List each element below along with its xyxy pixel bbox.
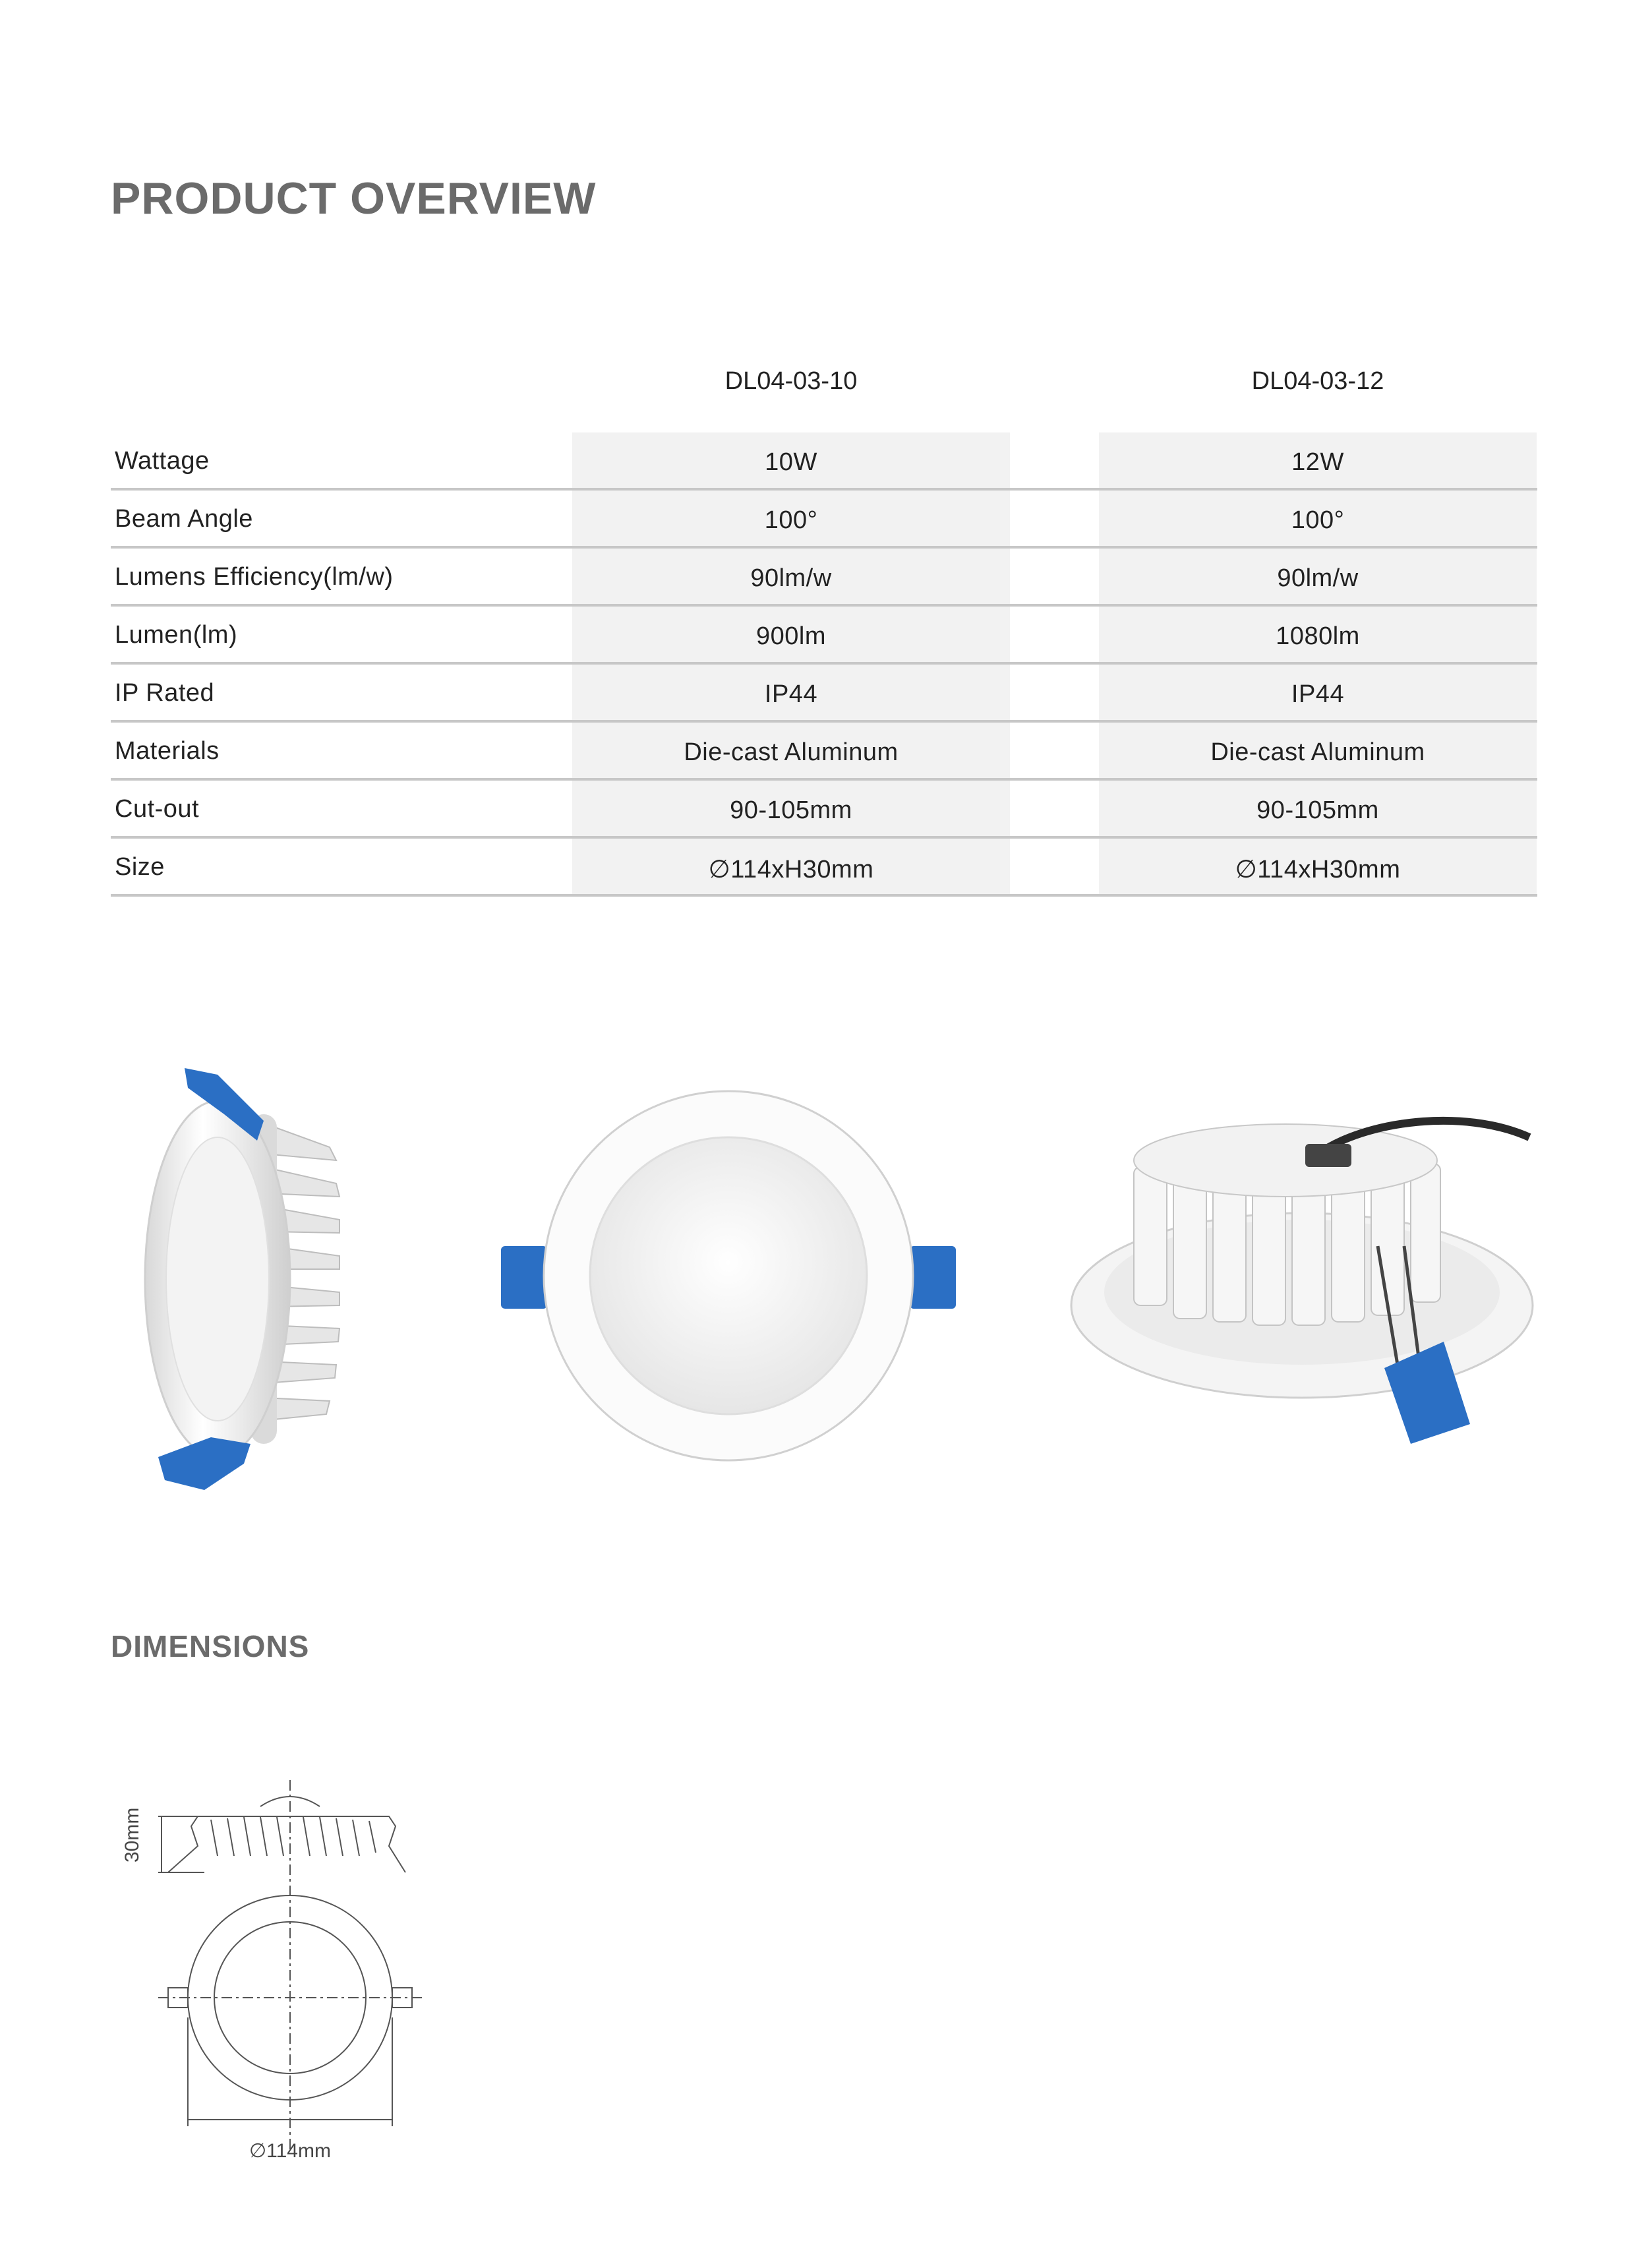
table-row [111,781,1537,839]
row-value: IP44 [764,680,818,708]
row-label: Lumens Efficiency(lm/w) [115,563,394,591]
table-row [111,665,1537,723]
downlight-side-photo [138,1068,356,1490]
dimension-drawing [105,1741,422,2179]
column-header-dl04-03-10: DL04-03-10 [724,367,858,395]
height-dimension-label: 30mm [121,1807,143,1863]
row-value: 90lm/w [750,564,832,592]
column-header-dl04-03-12: DL04-03-12 [1251,367,1384,395]
row-value: 100° [1291,506,1345,534]
row-label: Materials [115,737,220,765]
table-row [111,491,1537,549]
row-value: Die-cast Aluminum [1210,738,1425,766]
row-value: 1080lm [1276,622,1360,650]
table-row [111,723,1537,781]
row-label: Cut-out [115,795,200,823]
row-value: ∅114xH30mm [1235,856,1401,883]
dimension-drawing-svg [105,1741,422,2176]
row-label: Wattage [115,447,210,475]
table-row [111,839,1537,897]
row-value: 12W [1291,448,1344,476]
row-value: 100° [764,506,818,534]
downlight-rear-photo [1068,1114,1543,1450]
row-label: Lumen(lm) [115,621,238,649]
row-value: 900lm [756,622,826,650]
diameter-dimension-label: ∅114mm [249,2140,331,2162]
downlight-front-photo [501,1088,956,1470]
row-label: Beam Angle [115,505,253,533]
row-value: 90-105mm [730,796,852,824]
row-label: IP Rated [115,679,215,707]
row-value: 90-105mm [1256,796,1379,824]
row-value: ∅114xH30mm [708,856,874,883]
row-value: Die-cast Aluminum [684,738,899,766]
row-value: 90lm/w [1277,564,1359,592]
table-row [111,549,1537,607]
table-row [111,607,1537,665]
row-divider [111,894,1537,897]
table-row [111,432,1537,491]
row-label: Size [115,853,165,881]
row-value: 10W [765,448,817,476]
page-title: PRODUCT OVERVIEW [111,173,597,224]
row-value: IP44 [1291,680,1345,708]
dimensions-title: DIMENSIONS [111,1629,310,1663]
